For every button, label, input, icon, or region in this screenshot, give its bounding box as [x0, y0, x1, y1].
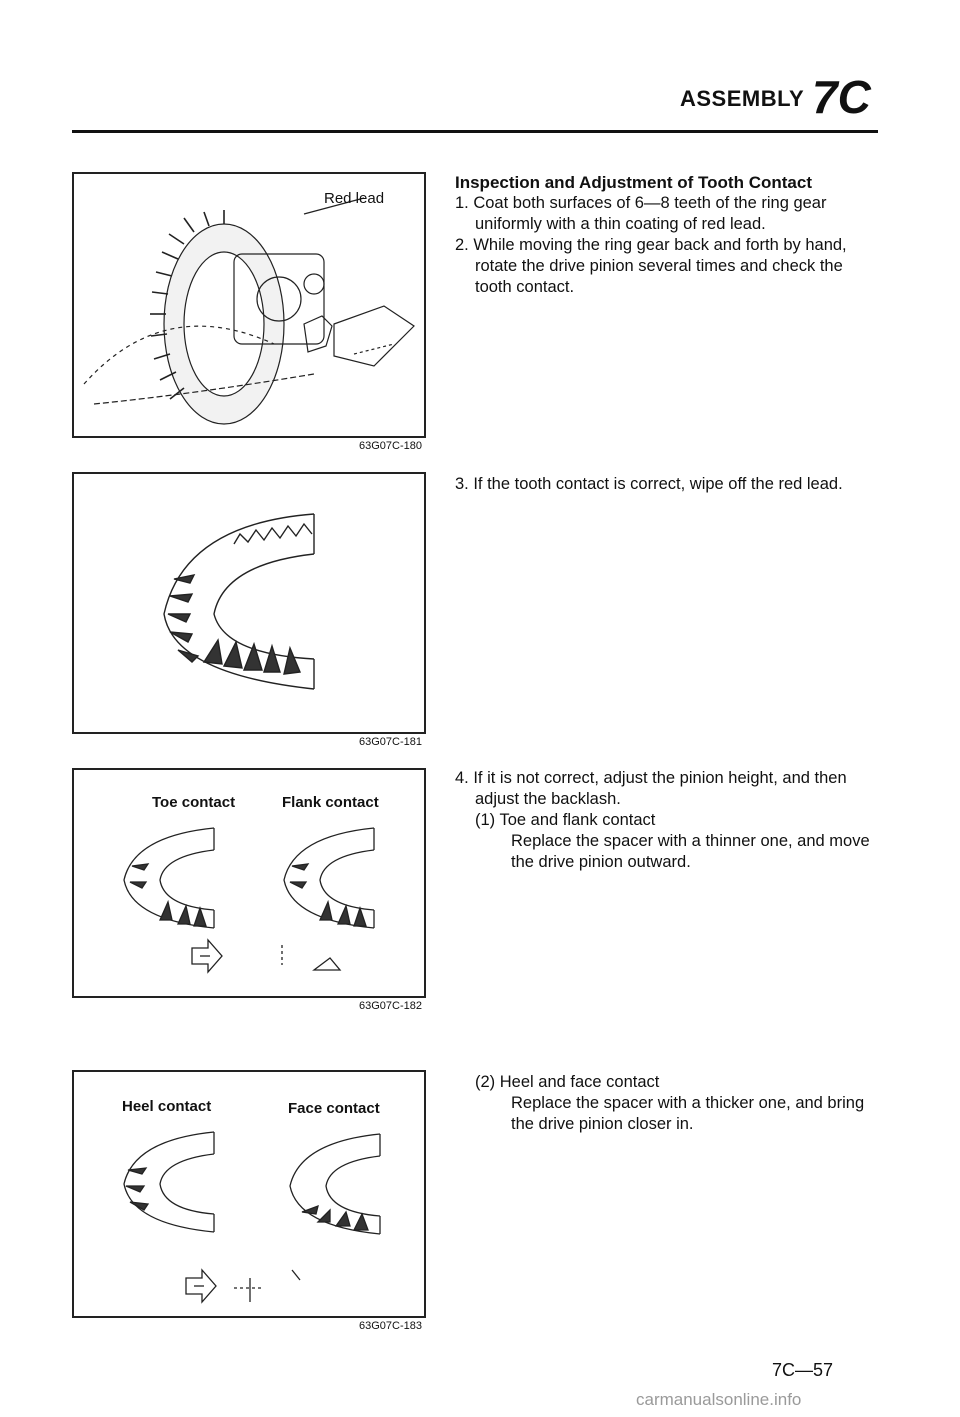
- section-code: 7C: [812, 71, 871, 123]
- figure-code: 63G07C-180: [359, 440, 422, 452]
- watermark: carmanualsonline.info: [636, 1390, 802, 1409]
- toe-flank-gear-illustration: [74, 770, 428, 1000]
- figure-ring-gear-teeth: [72, 472, 426, 734]
- step-3: 3. If the tooth contact is correct, wipe off the red lead.: [455, 475, 843, 493]
- face-contact-label: Face contact: [288, 1100, 380, 1117]
- figure-heel-face-contact: [72, 1070, 426, 1318]
- red-lead-label: Red lead: [324, 190, 385, 207]
- text-block-1: [455, 172, 880, 298]
- flank-contact-label: Flank contact: [282, 794, 379, 811]
- header-rule: [72, 130, 878, 133]
- step-1: 1. Coat both surfaces of 6—8 teeth of the ring gear uniformly with a thin coating of red lead.: [455, 194, 827, 233]
- substep-1-body: Replace the spacer with a thinner one, and move the drive pinion outward.: [511, 832, 870, 871]
- ring-gear-housing-illustration: [74, 174, 428, 440]
- page-number: 7C—57: [772, 1360, 834, 1380]
- ring-gear-segment-illustration: [74, 474, 428, 736]
- figure-code: 63G07C-183: [359, 1320, 422, 1332]
- substep-2-body: Replace the spacer with a thicker one, and bring the drive pinion closer in.: [511, 1094, 865, 1133]
- figure-code: 63G07C-182: [359, 1000, 422, 1012]
- figure-toe-flank-contact: [72, 768, 426, 998]
- text-block-2: [455, 474, 880, 495]
- figure-code: 63G07C-181: [359, 736, 422, 748]
- substep-2-title: (2) Heel and face contact: [475, 1073, 660, 1091]
- toe-contact-label: Toe contact: [152, 794, 236, 811]
- heel-contact-label: Heel contact: [122, 1098, 212, 1115]
- substep-1-title: (1) Toe and flank contact: [475, 811, 656, 829]
- text-block-3: [455, 768, 880, 873]
- section-title: ASSEMBLY: [680, 86, 805, 111]
- figure-red-lead: [72, 172, 426, 438]
- heel-face-gear-illustration: [74, 1072, 428, 1320]
- text-block-4: [455, 1072, 880, 1135]
- section-heading: Inspection and Adjustment of Tooth Contact: [455, 173, 812, 192]
- step-2: 2. While moving the ring gear back and forth by hand, rotate the drive pinion several times and check the tooth contact.: [455, 236, 847, 296]
- step-4: 4. If it is not correct, adjust the pinion height, and then adjust the backlash.: [455, 769, 847, 808]
